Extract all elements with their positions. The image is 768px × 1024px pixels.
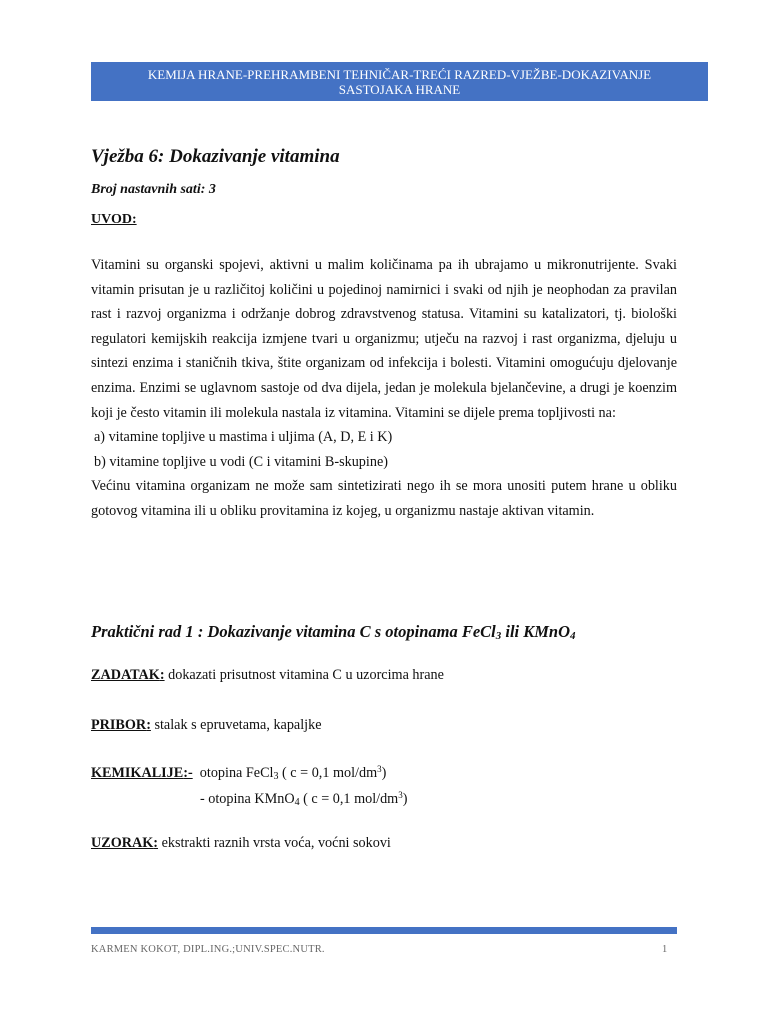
page-number: 1 bbox=[662, 944, 668, 955]
kemikalije-key: KEMIKALIJE bbox=[91, 765, 184, 781]
kemikalije-line-2 bbox=[200, 790, 407, 808]
exercise-title: Vježba 6: Dokazivanje vitamina bbox=[91, 146, 340, 167]
page-header-band bbox=[91, 62, 708, 101]
pribor-value: stalak s epruvetama, kapaljke bbox=[154, 717, 322, 733]
uzorak-key: UZORAK bbox=[91, 835, 154, 851]
list-item-a: a) vitamine topljive u mastima i uljima (A, D, E i K) bbox=[94, 429, 393, 446]
kemikalije-l1-sub: 3 bbox=[273, 771, 279, 782]
kemikalije-l2-sub: 4 bbox=[294, 797, 300, 808]
kemikalije-l1-end: ) bbox=[381, 765, 387, 781]
practical-work-title bbox=[91, 622, 576, 642]
closing-paragraph: Većinu vitamina organizam ne može sam sintetizirati nego ih se mora unositi putem hrane u obliku gotovog vitamina ili u obliku provitamina iz kojeg, u organizmu nastaje aktivan vitamin. bbox=[91, 478, 677, 519]
uzorak-value: ekstrakti raznih vrsta voća, voćni sokovi bbox=[161, 835, 391, 851]
pribor-field: PRIBOR: stalak s epruvetama, kapaljke bbox=[91, 717, 322, 733]
practical-sub-1: 3 bbox=[495, 630, 502, 642]
kemikalije-l1-sup: 3 bbox=[377, 764, 382, 774]
kemikalije-l1-pre: otopina FeCl bbox=[192, 765, 274, 781]
intro-body bbox=[91, 253, 677, 524]
kemikalije-l2-end: ) bbox=[402, 791, 408, 807]
practical-title-mid: ili KMnO bbox=[501, 622, 571, 641]
zadatak-field: ZADATAK: dokazati prisutnost vitamina C u uzorcima hrane bbox=[91, 667, 444, 683]
kemikalije-l1-mid: ( c = 0,1 mol/dm bbox=[278, 765, 378, 781]
intro-paragraph: Vitamini su organski spojevi, aktivni u malim količinama pa ih ubrajamo u mikronutrijente. Svaki vitamin prisutan je u različitoj količini u pojedinoj namirnici i svaki od njih je neophodan za pravilan rast i razvoj organizma i održanje dobrog zdravstvenog statusa. Vitamini su katalizatori, tj. biološki regulatori kemijskih reakcija izmjene tvari u organizmu; utječu na razvoj i rast organizma, djeluju u sintezi enzima i staničnih tkiva, štite organizam od infekcija i bolesti. Vitamini omogućuju djelovanje enzima. Enzimi se uglavnom sastoje od dva dijela, jedan je molekula bjelančevine, a drugi je koenzim koji je često vitamin ili molekula nastala iz vitamina. Vitamini se dijele prema topljivosti na: bbox=[91, 257, 677, 421]
pribor-key: PRIBOR bbox=[91, 717, 147, 733]
kemikalije-l2-sup: 3 bbox=[398, 790, 403, 800]
list-item-b: b) vitamine topljive u vodi (C i vitamini B-skupine) bbox=[94, 453, 388, 470]
lesson-hours: Broj nastavnih sati: 3 bbox=[91, 182, 216, 197]
kemikalije-sep: :- bbox=[183, 765, 193, 781]
header-line-2: SASTOJAKA HRANE bbox=[338, 81, 461, 97]
footer-author: KARMEN KOKOT, DIPL.ING.;UNIV.SPEC.NUTR. bbox=[91, 944, 325, 955]
kemikalije-field bbox=[91, 764, 386, 782]
footer-divider bbox=[91, 927, 677, 934]
kemikalije-l2-pre: - otopina KMnO bbox=[200, 791, 295, 807]
practical-title-main: : Dokazivanje vitamina C s otopinama FeCl bbox=[193, 622, 496, 641]
zadatak-value: dokazati prisutnost vitamina C u uzorcima hrane bbox=[168, 667, 444, 683]
practical-sub-2: 4 bbox=[570, 630, 576, 642]
intro-heading: UVOD: bbox=[91, 212, 137, 227]
uzorak-field: UZORAK: ekstrakti raznih vrsta voća, voćni sokovi bbox=[91, 835, 391, 851]
header-line-1: KEMIJA HRANE-PREHRAMBENI TEHNIČAR-TREĆI RAZRED-VJEŽBE-DOKAZIVANJE bbox=[147, 66, 652, 82]
practical-label: Praktični rad 1 bbox=[91, 622, 194, 641]
kemikalije-l2-mid: ( c = 0,1 mol/dm bbox=[299, 791, 399, 807]
zadatak-key: ZADATAK bbox=[91, 667, 160, 683]
